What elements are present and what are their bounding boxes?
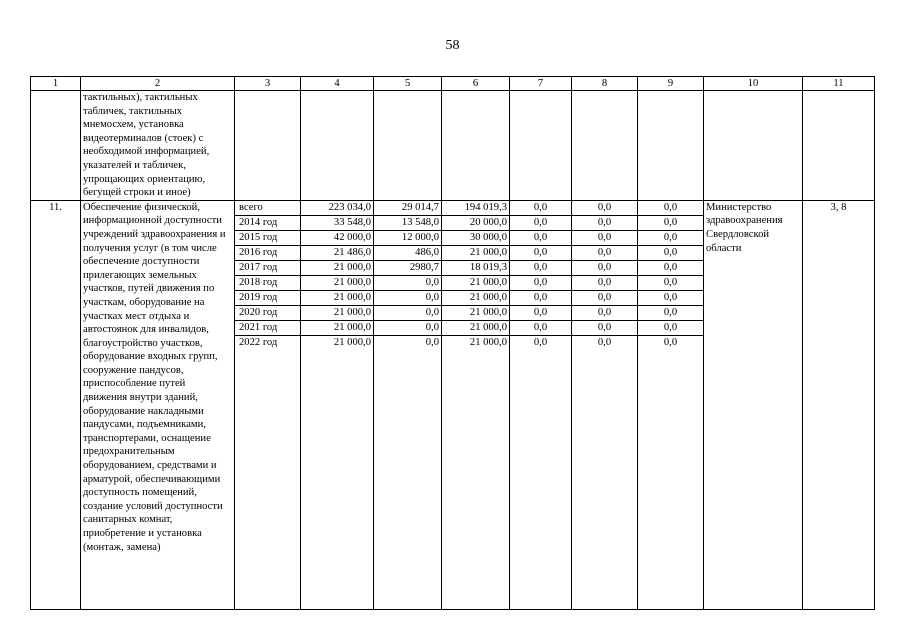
empty-cell	[638, 91, 704, 201]
column-7	[510, 200, 572, 609]
column-9-value: 0,0	[638, 321, 703, 336]
column-8-value: 0,0	[572, 216, 637, 231]
column-9-value: 0,0	[638, 216, 703, 231]
column-6-value: 21 000,0	[442, 306, 509, 321]
empty-cell	[374, 91, 442, 201]
column-7-value: 0,0	[510, 246, 571, 261]
column-7-value: 0,0	[510, 276, 571, 291]
empty-cell	[572, 91, 638, 201]
column-7-value: 0,0	[510, 291, 571, 306]
column-6-value: 21 000,0	[442, 291, 509, 306]
column-9-value: 0,0	[638, 291, 703, 306]
column-5-value: 486,0	[374, 246, 441, 261]
column-9-value: 0,0	[638, 276, 703, 291]
column-5-value: 0,0	[425, 336, 439, 348]
column-8-value: 0,0	[572, 321, 637, 336]
column-9-value: 0,0	[638, 246, 703, 261]
table-row	[31, 200, 875, 609]
row-number: 11.	[31, 200, 81, 609]
column-8-value: 0,0	[572, 231, 637, 246]
total-value: 21 000,0	[301, 261, 373, 276]
total-value: 223 034,0	[301, 201, 373, 216]
continuation-row	[31, 91, 875, 201]
column-9	[638, 200, 704, 609]
year-label: 2019 год	[235, 291, 300, 306]
total-column	[301, 200, 374, 609]
year-label: 2018 год	[235, 276, 300, 291]
total-value: 21 000,0	[333, 336, 371, 348]
column-header: 5	[374, 77, 442, 91]
column-6	[442, 200, 510, 609]
executor: Министерство здравоохранения Свердловской области	[704, 200, 803, 609]
year-label: 2016 год	[235, 246, 300, 261]
column-8-value: 0,0	[572, 291, 637, 306]
row-description: Обеспечение физической, информационной доступности учреждений здравоохранения и получения услуг (в том числе обеспечение доступности прилегающих земельных участков, путей движения по участкам, оборудование на участках мест отдыха и автостоянок для инвалидов, благоустройство участков, оборудование входных групп, сооружение пандусов, приспособление путей движения внутри зданий, оборудование накладными пандусами, подъемниками, транспортерами, оснащение предохранительным оборудованием, средствами и арматурой, обеспечивающими доступность помещений, создание условий доступности санитарных комнат, приобретение и установка (монтаж, замена)	[81, 200, 235, 609]
year-label: 2022 год	[239, 336, 278, 348]
column-5-value: 0,0	[374, 306, 441, 321]
empty-cell	[235, 91, 301, 201]
column-5	[374, 200, 442, 609]
target-indicators: 3, 8	[803, 200, 875, 609]
column-8	[572, 200, 638, 609]
column-7-value: 0,0	[510, 201, 571, 216]
column-6-value: 20 000,0	[442, 216, 509, 231]
year-label: 2020 год	[235, 306, 300, 321]
year-label: 2017 год	[235, 261, 300, 276]
total-value: 33 548,0	[301, 216, 373, 231]
column-8-value: 0,0	[572, 261, 637, 276]
total-value: 21 000,0	[301, 321, 373, 336]
column-5-value: 29 014,7	[374, 201, 441, 216]
column-6-value: 21 000,0	[442, 321, 509, 336]
empty-cell	[301, 91, 374, 201]
column-header: 11	[803, 77, 875, 91]
column-8-value: 0,0	[597, 336, 612, 348]
column-7-value: 0,0	[510, 306, 571, 321]
total-value: 21 000,0	[301, 291, 373, 306]
column-header: 4	[301, 77, 374, 91]
column-6-value: 194 019,3	[442, 201, 509, 216]
empty-cell	[31, 91, 81, 201]
column-9-value: 0,0	[638, 261, 703, 276]
continuation-text: тактильных), тактильных табличек, тактильных мнемосхем, установка видеотерминалов (стоек) с необходимой информацией, указателей и табличек, упрощающих ориентацию, бегущей строки и иное)	[81, 91, 235, 201]
column-5-value: 13 548,0	[374, 216, 441, 231]
column-number-row	[31, 77, 875, 91]
column-5-value: 2980,7	[374, 261, 441, 276]
year-label: 2021 год	[235, 321, 300, 336]
column-5-value: 0,0	[374, 276, 441, 291]
empty-cell	[510, 91, 572, 201]
column-9-value: 0,0	[638, 306, 703, 321]
column-7-value: 0,0	[510, 261, 571, 276]
page-number: 58	[445, 38, 460, 53]
column-7-value: 0,0	[510, 216, 571, 231]
column-6-value: 21 000,0	[442, 246, 509, 261]
column-9-value: 0,0	[638, 201, 703, 216]
column-header: 3	[235, 77, 301, 91]
column-header: 7	[510, 77, 572, 91]
column-6-value: 30 000,0	[442, 231, 509, 246]
column-9-value: 0,0	[638, 231, 703, 246]
year-label: всего	[235, 201, 300, 216]
total-value: 21 000,0	[301, 276, 373, 291]
column-6-value: 21 000,0	[442, 276, 509, 291]
column-5-value: 0,0	[374, 291, 441, 306]
total-value: 21 486,0	[301, 246, 373, 261]
column-5-value: 12 000,0	[374, 231, 441, 246]
total-value: 42 000,0	[301, 231, 373, 246]
program-table	[30, 76, 875, 610]
column-5-value: 0,0	[374, 321, 441, 336]
column-header: 9	[638, 77, 704, 91]
empty-cell	[442, 91, 510, 201]
year-label: 2015 год	[235, 231, 300, 246]
column-6-value: 21 000,0	[469, 336, 507, 348]
column-header: 6	[442, 77, 510, 91]
column-8-value: 0,0	[572, 306, 637, 321]
column-8-value: 0,0	[572, 246, 637, 261]
column-header: 8	[572, 77, 638, 91]
year-label: 2014 год	[235, 216, 300, 231]
column-6-value: 18 019,3	[442, 261, 509, 276]
column-header: 2	[81, 77, 235, 91]
years-column	[235, 200, 301, 609]
column-7-value: 0,0	[510, 231, 571, 246]
column-7-value: 0,0	[510, 321, 571, 336]
empty-cell	[704, 91, 803, 201]
column-9-value: 0,0	[663, 336, 678, 348]
column-header: 10	[704, 77, 803, 91]
empty-cell	[803, 91, 875, 201]
column-8-value: 0,0	[572, 276, 637, 291]
column-8-value: 0,0	[572, 201, 637, 216]
column-header: 1	[31, 77, 81, 91]
column-7-value: 0,0	[533, 336, 548, 348]
total-value: 21 000,0	[301, 306, 373, 321]
